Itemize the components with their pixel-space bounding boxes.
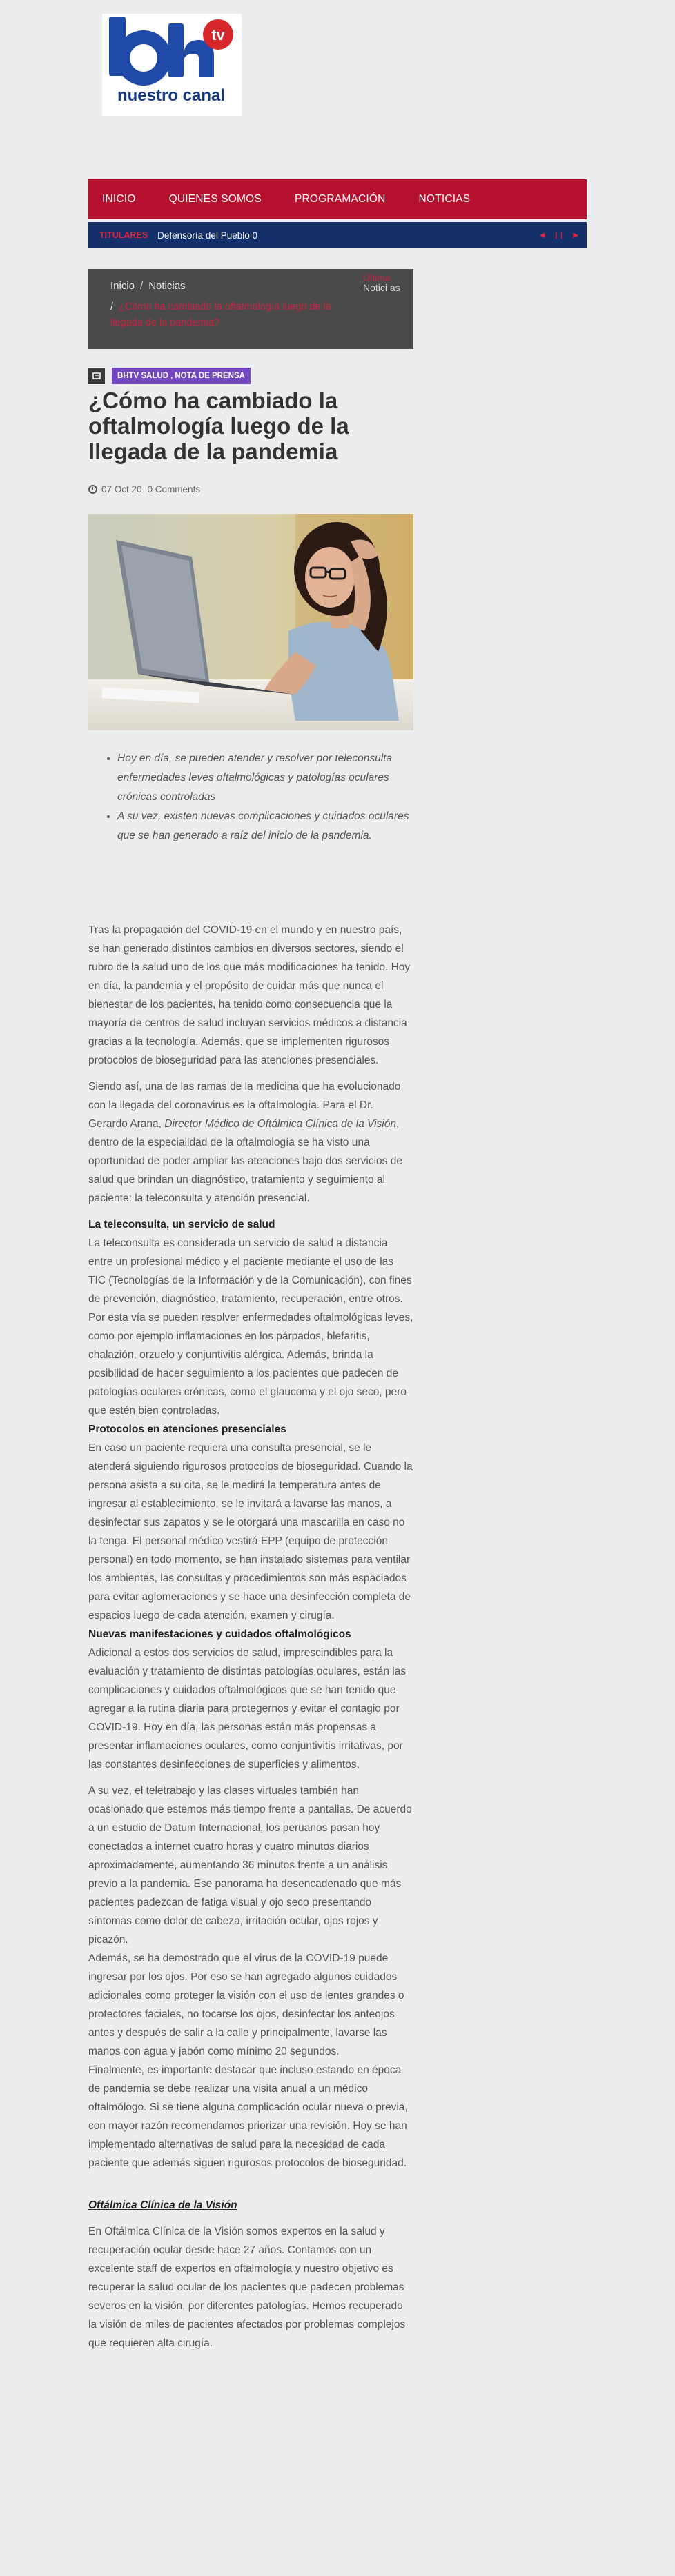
headline-ticker xyxy=(88,222,587,248)
nav-item-noticias[interactable]: NOTICIAS xyxy=(418,193,471,205)
article-hero-image xyxy=(88,514,413,730)
logo-tv-text: tv xyxy=(211,26,225,43)
clinic-signature[interactable]: Oftálmica Clínica de la Visión xyxy=(88,2199,237,2211)
highlight-item: • Hoy en día, se pueden atender y resolver por teleconsulta enfermedades leves oftalmológicas y patologías oculares crónicas controladas xyxy=(117,749,413,807)
latest-label-bottom: Notici as xyxy=(363,282,400,293)
category-bhtv-salud[interactable]: BHTV SALUD xyxy=(117,372,169,380)
article-paragraph: La teleconsulta es considerada un servicio de salud a distancia entre un profesional médico y el paciente mediante el uso de las TIC (Tecnologías de la Información y de la Comunicación), con fines de prevención, diagnóstico, tratamiento, recuperación, entre otros. Por esta vía se pueden resolver enfermedades oftalmológicas leves, como por ejemplo inflamaciones en los párpados, blefaritis, chalazión, orzuelo y conjuntivitis alérgica. Además, brinda la posibilidad de hacer seguimiento a los pacientes que padecen de patologías oculares crónicas, como el glaucoma y el ojo seco, pero que estén bien controladas. xyxy=(88,1237,413,1417)
category-badge[interactable]: BHTV SALUD , NOTA DE PRENSA xyxy=(112,368,251,384)
main-nav xyxy=(88,179,587,219)
section-heading: Nuevas manifestaciones y cuidados oftalmológicos xyxy=(88,1628,351,1640)
category-list xyxy=(88,368,251,384)
nav-item-quienes-somos[interactable]: QUIENES SOMOS xyxy=(168,193,262,205)
latest-label-top: Última xyxy=(363,272,391,283)
breadcrumb-trail: Inicio / Noticias xyxy=(110,280,186,292)
article-date: 07 Oct 20 xyxy=(101,484,142,495)
article-title: ¿Cómo ha cambiado la oftalmología luego de la llegada de la pandemia xyxy=(88,388,349,464)
category-icon xyxy=(88,368,105,384)
breadcrumb-current: ¿Cómo ha cambiado la oftalmología luego de la llegada de la pandemia? xyxy=(110,301,331,328)
site-logo[interactable] xyxy=(102,14,242,116)
article-paragraph: Además, se ha demostrado que el virus de la COVID-19 puede ingresar por los ojos. Por eso se han agregado algunos cuidados adicionales como proteger la visión con el uso de lentes grandes o protectores faciales, no tocarse los ojos, desinfectar los anteojos antes y después de salir a la calle y principalmente, lavarse las manos con agua y jabón como mínimo 20 segundos. xyxy=(88,1953,404,2057)
article-paragraph xyxy=(88,1077,413,1208)
breadcrumb-current-wrap: / ¿Cómo ha cambiado la oftalmología luego de la llegada de la pandemia? xyxy=(110,301,331,328)
section-heading: La teleconsulta, un servicio de salud xyxy=(88,1219,275,1230)
article-comments[interactable]: 0 Comments xyxy=(147,484,201,495)
prev-icon[interactable]: ◀ xyxy=(539,231,545,239)
breadcrumb-home[interactable]: Inicio xyxy=(110,280,135,292)
article-body xyxy=(88,921,413,2360)
category-nota-de-prensa[interactable]: NOTA DE PRENSA xyxy=(175,372,245,380)
paragraph-text: Siendo así, una de las ramas de la medicina que ha evolucionado con la llegada del coronavirus es la oftalmología. Para el Dr. Gerardo Arana, xyxy=(88,1081,401,1130)
article-paragraph: En caso un paciente requiera una consulta presencial, se le atenderá siguiendo rigurosos protocolos de bioseguridad. Cuando la persona asista a su cita, se le medirá la temperatura antes de ingresar al establecimiento, se le invitará a lavarse las manos, a desinfectar sus zapatos y se le otorgará una mascarilla en caso no la tenga. El personal médico vestirá EPP (equipo de protección personal) en todo momento, se han instalado sistemas para ventilar los ambientes, las consultas y procedimientos son más espaciados para evitar aglomeraciones y se hace una desinfección completa de espacios luego de cada atención, examen y cirugía. xyxy=(88,1442,413,1621)
nav-item-programacion[interactable]: PROGRAMACIÓN xyxy=(294,193,386,205)
clock-icon xyxy=(88,485,97,494)
article-paragraph: Finalmente, es importante destacar que incluso estando en época de pandemia se debe realizar una visita anual a un médico oftalmólogo. Si se tiene alguna complicación ocular nueva o previa, con mayor razón recomendamos priorizar una revisión. Hoy se han implementado alternativas de salud para la necesidad de cada paciente que además siguen rigurosos protocolos de bioseguridad. xyxy=(88,2064,408,2169)
breadcrumb-section[interactable]: Noticias xyxy=(148,280,186,292)
article-paragraph: En Oftálmica Clínica de la Visión somos expertos en la salud y recuperación ocular desde hace 27 años. Contamos con un excelente staff de expertos en oftalmología y nuestro objetivo es recuperar la salud ocular de los pacientes que padecen problemas severos en la visión, por diferentes patologías. Hemos recuperado la visión de miles de pacientes afectados por problemas complejos que requieren alta cirugía. xyxy=(88,2226,406,2349)
article-paragraph: A su vez, el teletrabajo y las clases virtuales también han ocasionado que estemos más tiempo frente a pantallas. De acuerdo a un estudio de Datum Internacional, los peruanos pasan hoy conectados a internet cuatro horas y cuatro minutos diarios aproximadamente, aumentando 36 minutos frente a un análisis previo a la pandemia. Ese panorama ha desencadenado que más pacientes padezcan de fatiga visual y ojo seco presentando síntomas como dolor de cabeza, irritación ocular, ojos rojos y picazón. xyxy=(88,1785,412,1946)
article-paragraph: Adicional a estos dos servicios de salud, imprescindibles para la evaluación y tratamiento de distintas patologías oculares, están las complicaciones y cuidados oftalmológicos que se han tenido que agregar a la rutina diaria para protegernos y evitar el contagio por COVID-19. Hoy en día, las personas están más propensas a presentar inflamaciones oculares, como conjuntivitis irritativas, por las constantes desinfecciones de superficies y alimentos. xyxy=(88,1647,407,1770)
article-paragraph: Tras la propagación del COVID-19 en el mundo y en nuestro país, se han generado distintos cambios en diversos sectores, siendo el rubro de la salud uno de los que más modificaciones ha tenido. Hoy en día, la pandemia y el propósito de cuidar más que nunca el bienestar de los pacientes, ha tenido como consecuencia que la mayoría de centros de salud incluyan servicios médicos a distancia gracias a la tecnología. Además, que se implementen rigurosos protocolos de bioseguridad para las atenciones presenciales. xyxy=(88,924,411,1066)
doctor-title: Director Médico de Oftálmica Clínica de la Visión xyxy=(164,1118,396,1130)
article-meta xyxy=(88,484,200,495)
article-highlights xyxy=(102,749,413,846)
paragraph-text: , dentro de la especialidad de la oftalmología se ha visto una oportunidad de poder ampliar las atenciones bajo dos servicios de salud que brindan un diagnóstico, tratamiento y seguimiento al paciente: la teleconsulta y atención presencial. xyxy=(88,1118,402,1204)
latest-news-label[interactable] xyxy=(363,273,409,292)
pause-icon[interactable]: ❙❙ xyxy=(553,231,565,239)
ticker-controls xyxy=(540,222,578,248)
nav-item-inicio[interactable]: INICIO xyxy=(102,193,136,205)
logo-subtitle: nuestro canal xyxy=(117,86,226,105)
highlight-item: • A su vez, existen nuevas complicaciones y cuidados oculares que se han generado a raíz del inicio de la pandemia. xyxy=(117,807,413,846)
section-heading: Protocolos en atenciones presenciales xyxy=(88,1424,286,1435)
next-icon[interactable]: ▶ xyxy=(573,231,578,239)
ticker-label: TITULARES xyxy=(99,230,148,240)
ticker-headline[interactable]: Defensoría del Pueblo 0 xyxy=(157,230,257,241)
breadcrumb xyxy=(88,269,413,349)
